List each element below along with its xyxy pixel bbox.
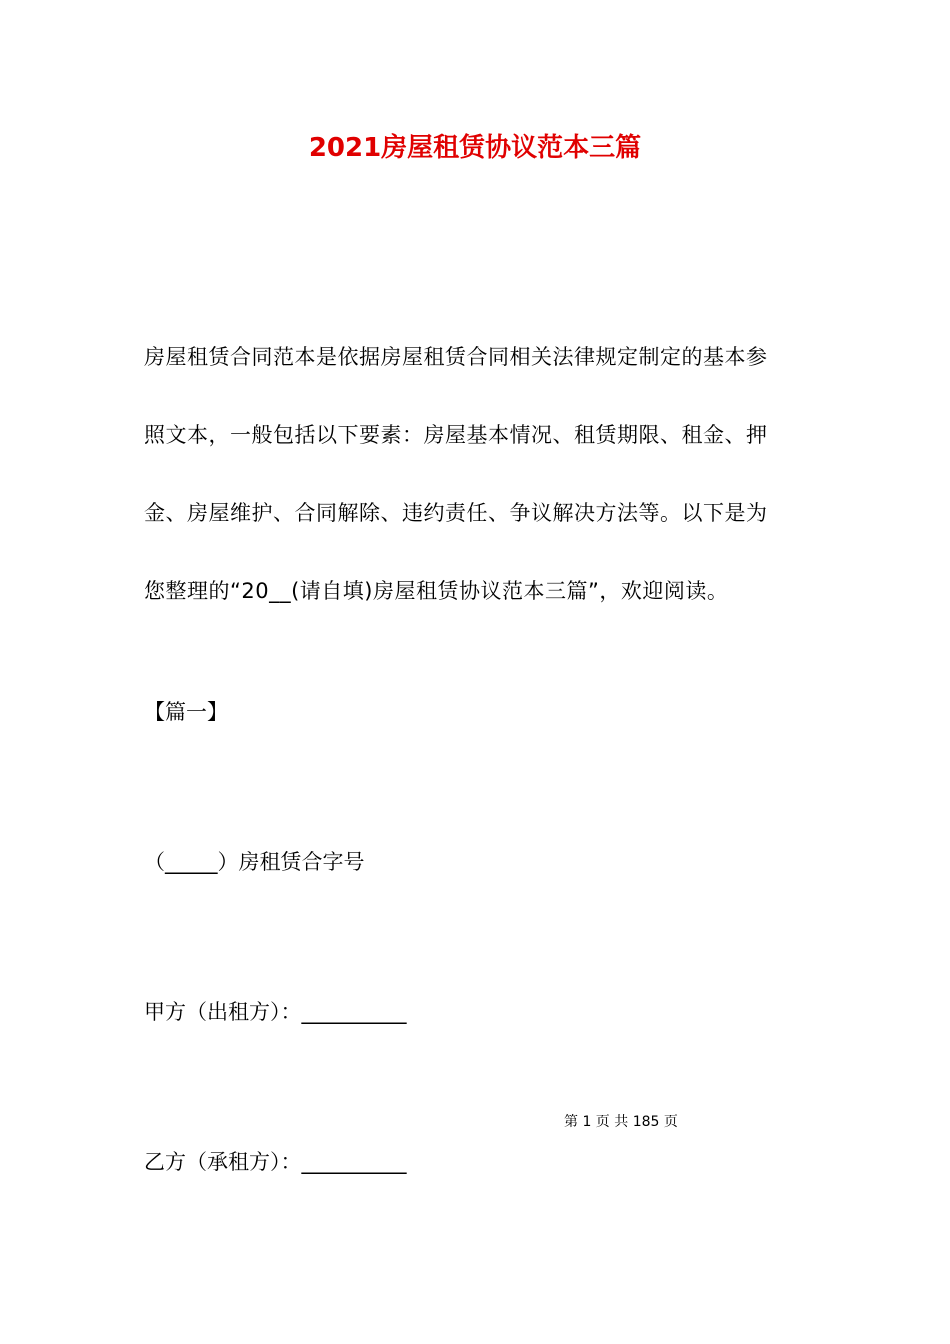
intro-line: 您整理的“20__(请自填)房屋租赁协议范本三篇”，欢迎阅读。 xyxy=(144,579,729,603)
party-b-line: 乙方（承租方）：__________ xyxy=(144,1150,407,1174)
intro-line: 照文本，一般包括以下要素：房屋基本情况、租赁期限、租金、押 xyxy=(144,423,768,447)
intro-line: 房屋租赁合同范本是依据房屋租赁合同相关法律规定制定的基本参 xyxy=(144,345,768,369)
page-footer: 第 1 页 共 185 页 xyxy=(564,1114,678,1130)
section-heading: 【篇一】 xyxy=(144,700,228,724)
contract-number-line: （_____）房租赁合字号 xyxy=(144,850,365,874)
document-title: 2021房屋租赁协议范本三篇 xyxy=(308,133,642,163)
party-a-line: 甲方（出租方）：__________ xyxy=(144,1000,407,1024)
intro-paragraph xyxy=(144,318,808,630)
intro-line: 金、房屋维护、合同解除、违约责任、争议解决方法等。以下是为 xyxy=(144,501,768,525)
